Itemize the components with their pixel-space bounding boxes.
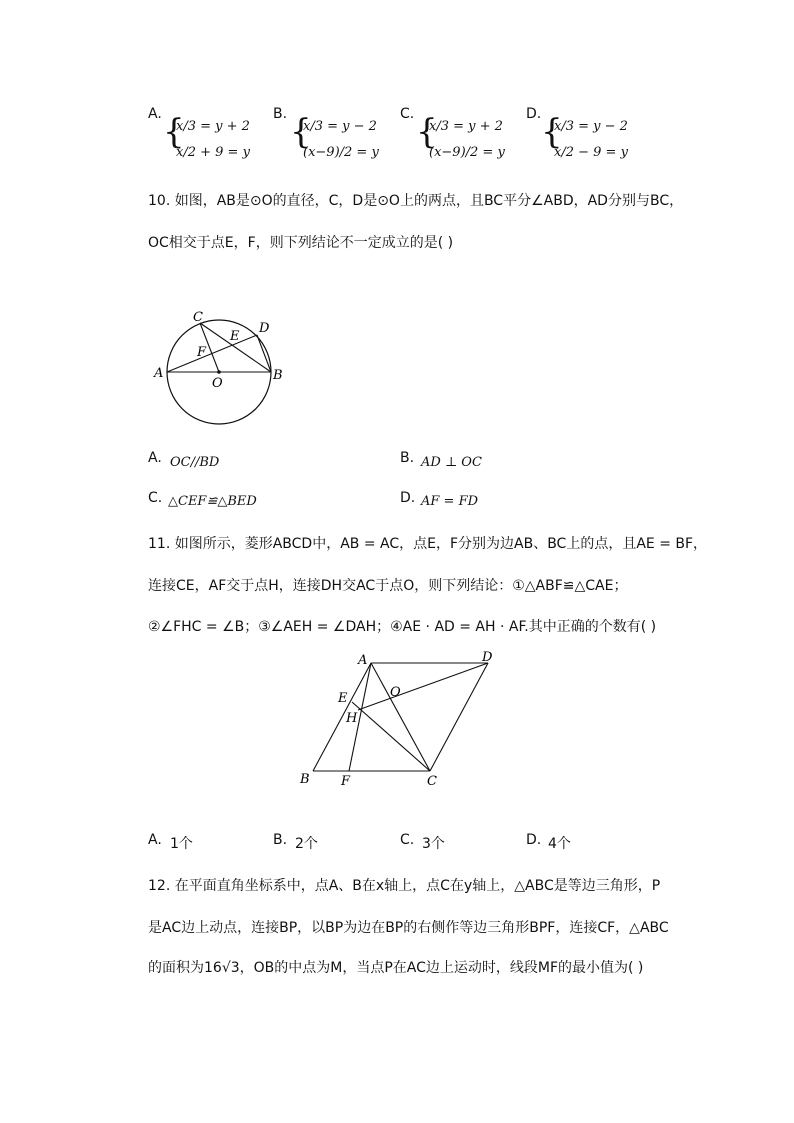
q9-option-c-eq2: (x−9)/2 = y: [429, 145, 505, 160]
q12-text-line1: 12. 在平面直角坐标系中，点A、B在x轴上，点C在y轴上，△ABC是等边三角形，P: [148, 878, 661, 894]
q9-option-d-letter: D.: [526, 106, 542, 122]
q12-text-line2: 是AC边上动点，连接BP，以BP为边在BP的右侧作等边三角形BPF，连接CF，△ABC: [148, 920, 669, 936]
q9-option-a-eq1: x/3 = y + 2: [176, 119, 250, 134]
q9-option-d-eq1: x/3 = y − 2: [554, 119, 628, 134]
q10-text-line2: OC相交于点E，F，则下列结论不一定成立的是( ): [148, 235, 454, 251]
label-o: O: [390, 685, 401, 700]
q10-option-a-letter: A.: [148, 450, 162, 466]
q12-text-line3: 的面积为16√3，OB的中点为M，当点P在AC边上运动时，线段MF的最小值为( ): [148, 960, 644, 976]
q10-text-line1: 10. 如图，AB是⊙O的直径，C，D是⊙O上的两点，且BC平分∠ABD，AD分别与BC，: [148, 193, 684, 209]
q11-text-line2: 连接CE，AF交于点H，连接DH交AC于点O，则下列结论：①△ABF≌△CAE；: [148, 578, 628, 594]
label-f: F: [341, 774, 351, 789]
q10-option-d-text: AF = FD: [421, 494, 479, 509]
q10-option-b-letter: B.: [400, 450, 415, 466]
label-b: B: [273, 368, 283, 383]
q9-option-d-brace: {: [541, 112, 563, 152]
q11-option-d-text: 4个: [548, 836, 571, 852]
label-c: C: [427, 774, 437, 789]
q11-option-a-text: 1个: [170, 836, 193, 852]
segment-ac: [371, 663, 430, 771]
q11-option-a-letter: A.: [148, 832, 162, 848]
segment-hd: [358, 663, 488, 710]
label-d: D: [482, 650, 493, 665]
q9-option-b-letter: B.: [273, 106, 288, 122]
segment-db: [257, 335, 271, 372]
q11-option-b-letter: B.: [273, 832, 288, 848]
q9-option-b-eq2: (x−9)/2 = y: [303, 145, 379, 160]
label-b: B: [300, 772, 310, 787]
q9-option-c-eq1: x/3 = y + 2: [429, 119, 503, 134]
label-o: O: [212, 376, 223, 391]
segment-ba: [313, 663, 371, 771]
q9-option-c-brace: {: [416, 112, 438, 152]
segment-ec: [352, 702, 430, 771]
label-h: H: [346, 711, 358, 726]
q11-option-c-text: 3个: [422, 836, 445, 852]
q9-option-b-brace: {: [290, 112, 312, 152]
q10-option-c-letter: C.: [148, 490, 163, 506]
q9-option-b-eq1: x/3 = y − 2: [303, 119, 377, 134]
label-c: C: [193, 310, 203, 325]
q10-circle-figure: [150, 305, 290, 430]
q10-option-a-text: OC//BD: [170, 455, 220, 470]
q11-option-c-letter: C.: [400, 832, 415, 848]
label-d: D: [259, 321, 270, 336]
q10-option-c-text: △CEF≌△BED: [168, 494, 257, 509]
q10-option-b-text: AD ⊥ OC: [421, 455, 482, 470]
center-point-o: [217, 370, 221, 374]
q11-text-line3: ②∠FHC = ∠B；③∠AEH = ∠DAH；④AE · AD = AH · AF.其中正确的个数有( ): [148, 619, 657, 635]
q9-option-a-brace: {: [163, 112, 185, 152]
label-f: F: [197, 345, 207, 360]
q11-text-line1: 11. 如图所示，菱形ABCD中，AB = AC，点E，F分别为边AB、BC上的点，且AE = BF，: [148, 536, 708, 552]
label-e: E: [230, 329, 240, 344]
q9-option-a-letter: A.: [148, 106, 162, 122]
label-a: A: [154, 366, 164, 381]
q10-option-d-letter: D.: [400, 490, 416, 506]
q11-option-d-letter: D.: [526, 832, 542, 848]
q9-option-a-eq2: x/2 + 9 = y: [176, 145, 250, 160]
label-e: E: [338, 691, 348, 706]
q9-option-c-letter: C.: [400, 106, 415, 122]
q11-rhombus-figure: [295, 648, 505, 790]
label-a: A: [358, 653, 368, 668]
q9-option-d-eq2: x/2 − 9 = y: [554, 145, 628, 160]
segment-dc: [430, 663, 488, 771]
q11-option-b-text: 2个: [295, 836, 318, 852]
